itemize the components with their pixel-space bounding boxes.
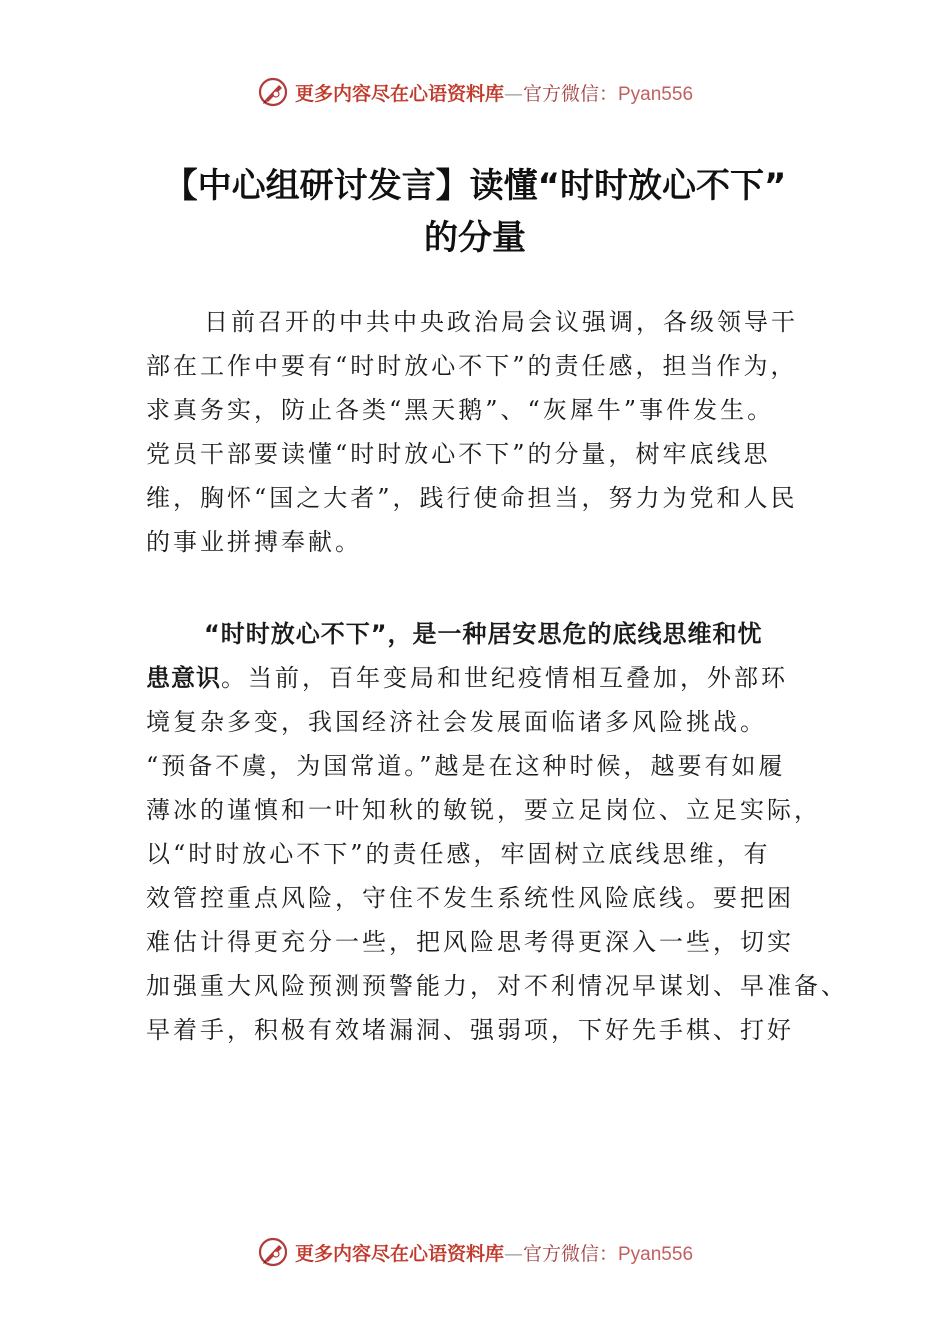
paragraph-line: 境复杂多变，我国经济社会发展面临诸多风险挑战。 — [146, 708, 767, 736]
title-line-2: 的分量 — [424, 218, 526, 258]
paragraph-line: 求真务实，防止各类“黑天鹅”、“灰犀牛”事件发生。 — [146, 396, 775, 424]
paragraph-lead-heading-end: 患意识 — [146, 664, 221, 692]
watermark-dash: — — [503, 1242, 523, 1265]
paragraph-line: 效管控重点风险，守住不发生系统性风险底线。要把困 — [146, 884, 794, 912]
pen-logo-icon — [257, 76, 289, 108]
watermark-wechat-label: 官方微信： — [522, 82, 618, 105]
watermark-wechat-label: 官方微信： — [522, 1242, 618, 1265]
watermark-text — [295, 79, 693, 106]
header-watermark — [0, 72, 950, 112]
watermark-wechat-id: Pyan556 — [618, 1243, 694, 1265]
paragraph-line: 早着手，积极有效堵漏洞、强弱项，下好先手棋、打好 — [146, 1016, 794, 1044]
watermark-site: 更多内容尽在心语资料库 — [294, 1242, 504, 1265]
paragraph-line: 以“时时放心不下”的责任感，牢固树立底线思维，有 — [146, 840, 771, 868]
watermark-dash: — — [503, 82, 523, 105]
footer-watermark — [0, 1232, 950, 1272]
paragraph-line: 的事业拼搏奉献。 — [146, 528, 362, 556]
paragraph-line: 加强重大风险预测预警能力，对不利情况早谋划、早准备、 — [146, 972, 848, 1000]
watermark-wechat-id: Pyan556 — [618, 83, 694, 105]
paragraph-line: 日前召开的中共中央政治局会议强调，各级领导干 — [204, 308, 798, 336]
paragraph-line: 薄冰的谨慎和一叶知秋的敏锐，要立足岗位、立足实际， — [146, 796, 821, 824]
paragraph-line: “预备不虞，为国常道。”越是在这种时候，越要有如履 — [146, 752, 786, 780]
paragraph-line — [146, 656, 810, 700]
paragraph-1 — [146, 300, 810, 564]
paragraph-line: 维，胸怀“国之大者”，践行使命担当，努力为党和人民 — [146, 484, 798, 512]
paragraph-2 — [146, 612, 848, 1052]
paragraph-line: 难估计得更充分一些，把风险思考得更深入一些，切实 — [146, 928, 794, 956]
watermark-text — [295, 1239, 693, 1266]
paragraph-lead-heading: “时时放心不下”，是一种居安思危的底线思维和忧 — [204, 620, 763, 648]
paragraph-line: 部在工作中要有“时时放心不下”的责任感，担当作为， — [146, 352, 798, 380]
title-line-1: 【中心组研讨发言】读懂“时时放心不下” — [163, 166, 787, 206]
paragraph-line-rest: 。当前，百年变局和世纪疫情相互叠加，外部环 — [221, 664, 788, 692]
watermark-site: 更多内容尽在心语资料库 — [294, 82, 504, 105]
pen-logo-icon — [257, 1236, 289, 1268]
document-title — [100, 160, 850, 264]
paragraph-line: 党员干部要读懂“时时放心不下”的分量，树牢底线思 — [146, 440, 771, 468]
